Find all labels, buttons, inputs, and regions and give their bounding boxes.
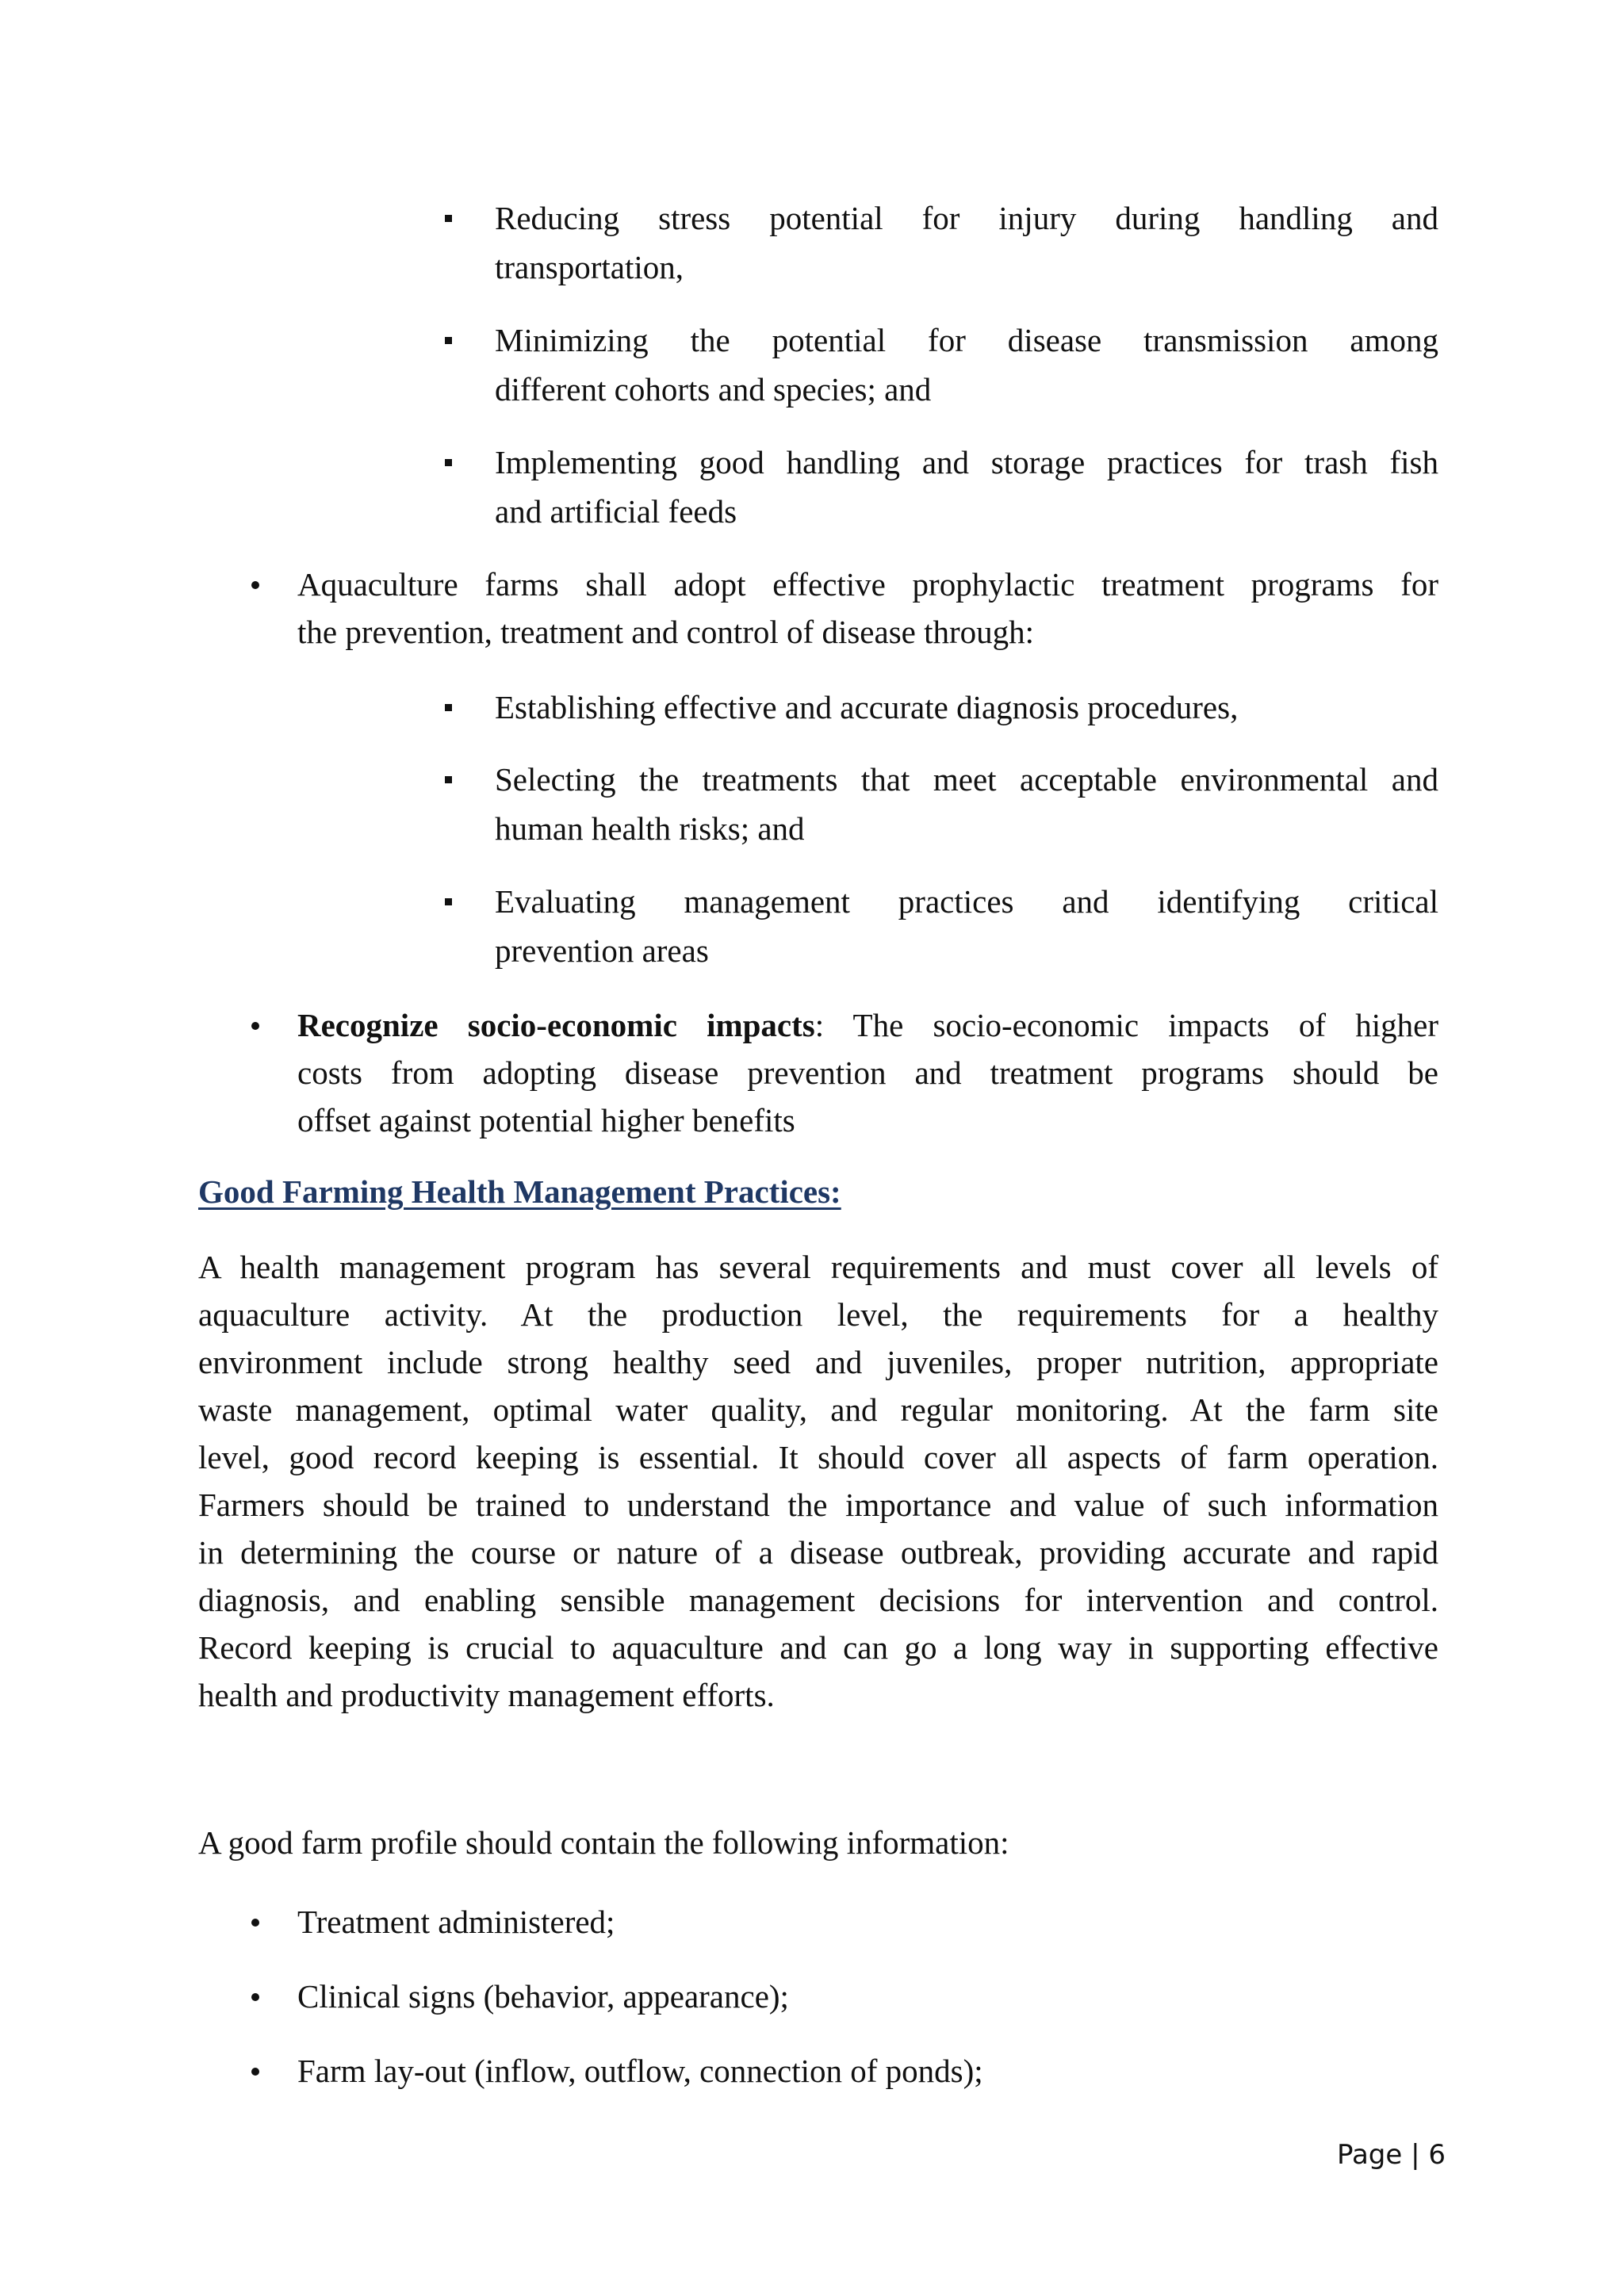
subitem-line: Selecting the treatments that meet acceptable environmental and [495, 761, 1438, 798]
profile-item: Farm lay-out (inflow, outflow, connection of ponds); [297, 2053, 983, 2089]
profile-item: Clinical signs (behavior, appearance); [297, 1978, 789, 2015]
subitem-line: prevention areas [495, 932, 709, 969]
paragraph-line: Record keeping is crucial to aquaculture and can go a long way in supporting effective [198, 1629, 1438, 1666]
bullet-dot-icon [251, 1022, 259, 1030]
bullet-line: Aquaculture farms shall adopt effective prophylactic treatment programs for [297, 566, 1438, 603]
subitem-line: Implementing good handling and storage practices for trash fish [495, 444, 1438, 480]
subitem-line: human health risks; and [495, 810, 805, 847]
subitem-line: transportation, [495, 249, 684, 285]
bullet-line: offset against potential higher benefits [297, 1102, 795, 1138]
subitem-line: different cohorts and species; and [495, 371, 932, 408]
bullet-dot-icon [251, 581, 259, 589]
square-bullet-icon [445, 898, 452, 905]
bullet-line: costs from adopting disease prevention and treatment programs should be [297, 1054, 1438, 1091]
paragraph-line: level, good record keeping is essential. It should cover all aspects of farm operation. [198, 1439, 1438, 1475]
paragraph-line: waste management, optimal water quality, and regular monitoring. At the farm site [198, 1391, 1438, 1428]
square-bullet-icon [445, 459, 452, 466]
paragraph-line: health and productivity management efforts. [198, 1677, 775, 1713]
bullet-dot-icon [251, 1919, 259, 1927]
subitem-line: Establishing effective and accurate diagnosis procedures, [495, 689, 1239, 725]
profile-intro: A good farm profile should contain the following information: [198, 1824, 1009, 1861]
paragraph-line: A health management program has several requirements and must cover all levels of [198, 1249, 1438, 1285]
paragraph-line: diagnosis, and enabling sensible management decisions for intervention and control. [198, 1582, 1438, 1618]
bullet-dot-icon [251, 1993, 259, 2001]
section-heading: Good Farming Health Management Practices: [198, 1173, 841, 1210]
bullet-dot-icon [251, 2068, 259, 2076]
bullet-line [297, 1001, 1438, 1049]
subitem-line: Minimizing the potential for disease transmission among [495, 322, 1438, 358]
paragraph-line: environment include strong healthy seed and juveniles, proper nutrition, appropriate [198, 1344, 1438, 1380]
subitem-line: and artificial feeds [495, 493, 737, 530]
bold-lead: Recognize socio-economic impacts [297, 1007, 815, 1043]
square-bullet-icon [445, 776, 452, 783]
paragraph-line: Farmers should be trained to understand the importance and value of such information [198, 1487, 1438, 1523]
square-bullet-icon [445, 215, 452, 222]
square-bullet-icon [445, 704, 452, 711]
paragraph-line: aquaculture activity. At the production level, the requirements for a healthy [198, 1296, 1438, 1333]
profile-item: Treatment administered; [297, 1904, 615, 1940]
subitem-line: Reducing stress potential for injury during handling and [495, 200, 1438, 236]
paragraph-line: in determining the course or nature of a disease outbreak, providing accurate and rapid [198, 1534, 1438, 1571]
square-bullet-icon [445, 337, 452, 344]
subitem-line: Evaluating management practices and identifying critical [495, 883, 1438, 920]
page-number: Page | 6 [1337, 2139, 1446, 2171]
bullet-line-rest: : The socio-economic impacts of higher [814, 1007, 1438, 1043]
bullet-line: the prevention, treatment and control of disease through: [297, 614, 1035, 650]
